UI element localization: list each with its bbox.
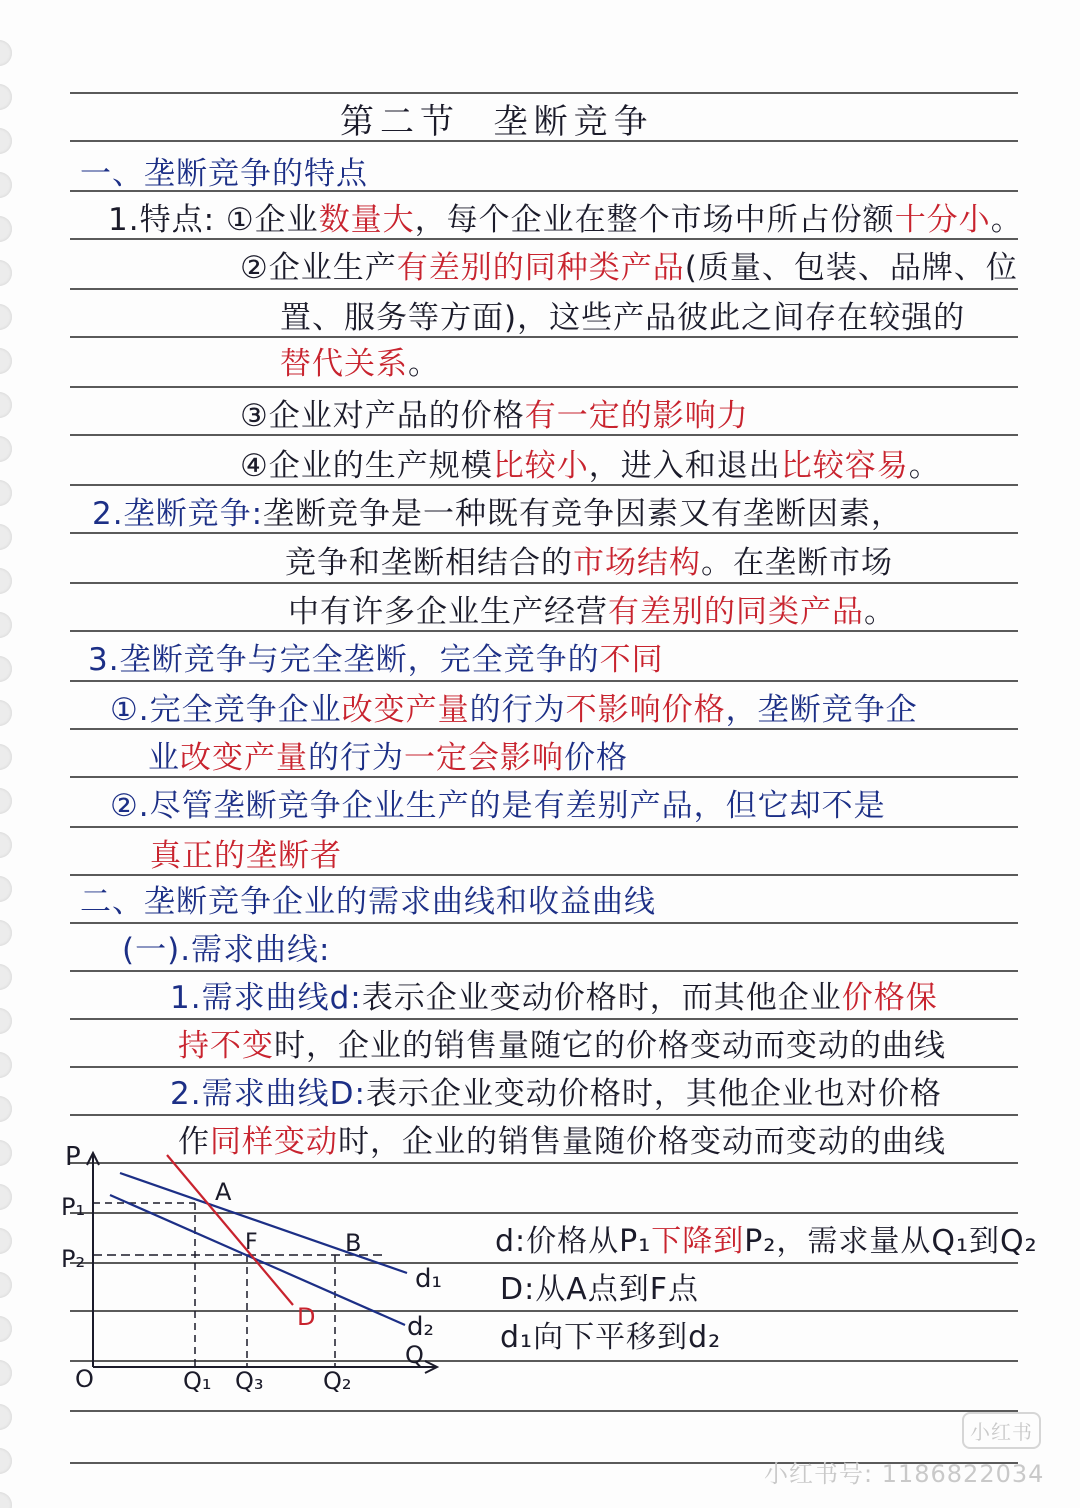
- binder-hole: [0, 392, 12, 418]
- binder-hole: [0, 348, 12, 374]
- difference-1-red1: 改变产量: [341, 692, 470, 728]
- part1-heading: 一、垄断竞争的特点: [80, 156, 368, 192]
- feature-4-red1: 比较小: [492, 448, 589, 484]
- d1-curve: [120, 1173, 407, 1273]
- binder-holes: [0, 0, 40, 1508]
- item1-label: 1.特点:: [108, 202, 216, 238]
- feature-4: [240, 448, 941, 484]
- ruled-line: [70, 970, 1018, 972]
- note-1a: d:价格从P₁: [495, 1224, 652, 1259]
- ruled-line: [70, 1114, 1018, 1116]
- feature-2-red2: 同种类产品: [524, 250, 685, 286]
- feature-2-line2: 置、服务等方面)，这些产品彼此之间存在较强的: [280, 300, 966, 336]
- definition-text2b: 。在垄断市场: [701, 545, 893, 581]
- binder-hole: [0, 1008, 12, 1034]
- binder-hole: [0, 304, 12, 330]
- difference-1-num: ①.完全竞争企业: [110, 692, 342, 728]
- binder-hole: [0, 876, 12, 902]
- label-A: A: [215, 1178, 232, 1206]
- difference-heading: [88, 642, 664, 678]
- ruled-line: [70, 484, 1018, 486]
- feature-3-red: 有一定的影响力: [524, 398, 749, 434]
- difference-2-line2: 真正的垄断者: [150, 838, 342, 874]
- watermark-id: 小红书号: 1186822034: [764, 1460, 1045, 1488]
- watermark-logo: 小红书: [962, 1412, 1041, 1449]
- binder-hole: [0, 1404, 12, 1430]
- feature-4-num: ④企业的生产规模: [240, 448, 493, 484]
- feature-2-end: 。: [408, 346, 440, 382]
- binder-hole: [0, 700, 12, 726]
- demand-d-label: 1.需求曲线d:: [170, 980, 362, 1016]
- feature-2-rest1: (质量、包装、品牌、位: [684, 250, 1018, 286]
- binder-hole: [0, 1140, 12, 1166]
- demand-D-label: 2.需求曲线D:: [170, 1076, 366, 1112]
- binder-hole: [0, 920, 12, 946]
- part2-heading: 二、垄断竞争企业的需求曲线和收益曲线: [80, 884, 656, 920]
- label-Q1: Q₁: [183, 1367, 212, 1395]
- feature-1-end: 。: [990, 202, 1023, 238]
- demand-curve-graph: [55, 1145, 475, 1395]
- ruled-line: [70, 1066, 1018, 1068]
- binder-hole: [0, 216, 12, 242]
- label-D: D: [297, 1303, 316, 1331]
- definition-red2: 有差别的同类产品: [608, 594, 864, 630]
- binder-hole: [0, 1096, 12, 1122]
- ruled-line: [70, 532, 1018, 534]
- difference-heading-red: 不同: [599, 642, 664, 678]
- binder-hole: [0, 744, 12, 770]
- difference-heading-text: 3.垄断竞争与完全垄断，完全竞争的: [88, 642, 600, 678]
- label-P2: P₂: [61, 1245, 86, 1273]
- definition-text3a: 中有许多企业生产经营: [288, 594, 608, 630]
- demand-d-text2: 时，企业的销售量随它的价格变动而变动的曲线: [274, 1028, 946, 1064]
- binder-hole: [0, 964, 12, 990]
- feature-2-red3: 替代关系: [280, 346, 408, 382]
- definition-line3: [288, 594, 896, 630]
- ruled-line: [70, 630, 1018, 632]
- binder-hole: [0, 832, 12, 858]
- note-3: d₁向下平移到d₂: [500, 1320, 722, 1355]
- feature-2-line1: [240, 250, 1018, 286]
- label-d1: d₁: [415, 1264, 442, 1294]
- note-2: D:从A点到F点: [500, 1272, 699, 1307]
- feature-3: [240, 398, 749, 434]
- feature-4-red2: 比较容易: [780, 448, 909, 484]
- difference-1-mid2: ，垄断竞争企: [725, 692, 918, 728]
- page-title: [340, 104, 654, 140]
- binder-hole: [0, 40, 12, 66]
- definition-label: 2.垄断竞争:: [92, 496, 264, 532]
- label-F: F: [245, 1230, 258, 1255]
- binder-hole: [0, 1272, 12, 1298]
- label-B: B: [345, 1229, 362, 1257]
- ruled-line: [70, 386, 1018, 388]
- binder-hole: [0, 788, 12, 814]
- definition-line1: [92, 496, 903, 532]
- ruled-line: [70, 238, 1018, 240]
- binder-hole: [0, 524, 12, 550]
- ruled-line: [70, 826, 1018, 828]
- feature-4-mid: ，进入和退出: [588, 448, 781, 484]
- demand-d-line1: [170, 980, 938, 1016]
- binder-hole: [0, 260, 12, 286]
- ruled-line: [70, 288, 1018, 290]
- binder-hole: [0, 656, 12, 682]
- binder-hole: [0, 480, 12, 506]
- definition-text2a: 竞争和垄断相结合的: [285, 545, 573, 581]
- binder-hole: [0, 1492, 12, 1508]
- definition-text1: 垄断竞争是一种既有竞争因素又有垄断因素，: [263, 496, 904, 532]
- binder-hole: [0, 1052, 12, 1078]
- difference-1-line1: [110, 692, 918, 728]
- ruled-line: [70, 776, 1018, 778]
- ruled-line: [70, 874, 1018, 876]
- feature-3-num: ③企业对产品的价格: [240, 398, 525, 434]
- definition-line2: [285, 545, 893, 581]
- difference-1-red4: 一定会影响: [404, 740, 564, 776]
- ruled-line: [70, 434, 1018, 436]
- binder-hole: [0, 1316, 12, 1342]
- difference-1-line2: [148, 740, 628, 776]
- feature-2-red1: 有差别的: [396, 250, 525, 286]
- ruled-line: [70, 922, 1018, 924]
- ruled-line: [70, 582, 1018, 584]
- feature-1-red1: 数量大: [318, 202, 415, 238]
- ruled-line: [70, 728, 1018, 730]
- section-label: 第二节: [340, 102, 460, 142]
- demand-d-line2: [178, 1028, 946, 1064]
- ruled-line: [70, 92, 1018, 94]
- d2-curve: [110, 1195, 405, 1325]
- label-Q3: Q₃: [235, 1367, 264, 1395]
- binder-hole: [0, 436, 12, 462]
- feature-1-mid: ，每个企业在整个市场中所占份额: [414, 202, 895, 238]
- note-1-red: 下降到: [651, 1224, 745, 1259]
- difference-1-red3: 改变产量: [180, 740, 308, 776]
- binder-hole: [0, 612, 12, 638]
- label-P: P: [65, 1145, 81, 1172]
- note-1b: P₂，需求量从Q₁到Q₂: [744, 1224, 1038, 1259]
- feature-1: [108, 202, 1023, 238]
- demand-d-red2: 持不变: [178, 1028, 274, 1064]
- difference-1-line2c: 价格: [564, 740, 628, 776]
- label-d2: d₂: [407, 1312, 434, 1342]
- demand-D-red: 同样变动: [210, 1124, 338, 1160]
- demand-D-text1: 表示企业变动价格时，其他企业也对价格: [365, 1076, 942, 1112]
- definition-red1: 市场结构: [573, 545, 701, 581]
- ruled-line: [70, 680, 1018, 682]
- difference-1-red2: 不影响价格: [565, 692, 726, 728]
- ruled-line: [70, 1410, 1018, 1412]
- binder-hole: [0, 128, 12, 154]
- binder-hole: [0, 172, 12, 198]
- label-Q2: Q₂: [323, 1367, 352, 1395]
- binder-hole: [0, 84, 12, 110]
- feature-1-red2: 十分小: [894, 202, 991, 238]
- difference-2-line1: ②.尽管垄断竞争企业生产的是有差别产品，但它却不是: [110, 788, 886, 824]
- difference-1-mid1: 的行为: [469, 692, 566, 728]
- ruled-line: [70, 1018, 1018, 1020]
- demand-D-text2b: 时，企业的销售量随价格变动而变动的曲线: [338, 1124, 946, 1160]
- note-1: [495, 1224, 1038, 1260]
- label-O: O: [75, 1365, 94, 1393]
- binder-hole: [0, 1184, 12, 1210]
- binder-hole: [0, 568, 12, 594]
- ruled-line: [70, 336, 1018, 338]
- binder-hole: [0, 1448, 12, 1474]
- feature-4-end: 。: [908, 448, 941, 484]
- definition-end: 。: [864, 594, 896, 630]
- binder-hole: [0, 1228, 12, 1254]
- demand-curve-subheading: (一).需求曲线:: [122, 932, 331, 968]
- feature-1-num: ①企业: [225, 202, 319, 238]
- difference-1-line2a: 业: [148, 740, 180, 776]
- demand-d-red1: 价格保: [841, 980, 938, 1016]
- demand-D-text2a: 作: [178, 1124, 210, 1160]
- section-topic: 垄断竞争: [493, 102, 654, 142]
- demand-d-text1a: 表示企业变动价格时，而其他企业: [361, 980, 842, 1016]
- label-Q: Q: [405, 1341, 424, 1369]
- feature-2-num: ②企业生产: [240, 250, 397, 286]
- feature-2-line3: [280, 346, 440, 382]
- difference-1-line2b: 的行为: [308, 740, 404, 776]
- binder-hole: [0, 1360, 12, 1386]
- label-P1: P₁: [61, 1193, 86, 1221]
- demand-D-line1: [170, 1076, 942, 1112]
